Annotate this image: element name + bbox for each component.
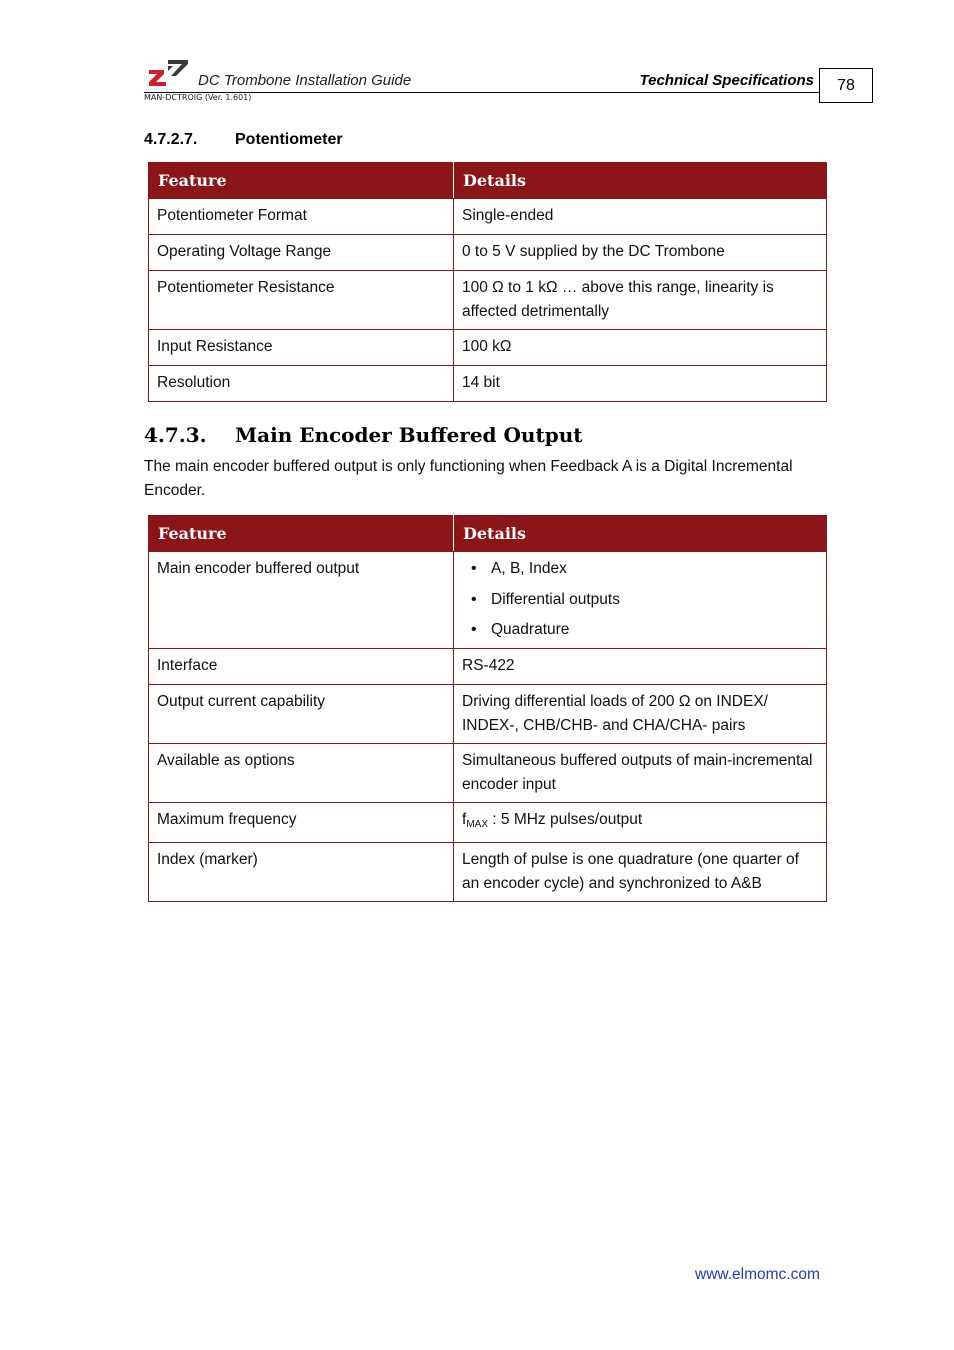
bullet-list (462, 554, 818, 646)
table-row (149, 648, 827, 684)
feature-cell: Resolution (149, 366, 454, 402)
intro-paragraph: The main encoder buffered output is only functioning when Feedback A is a Digital Incremental Encoder. (144, 458, 793, 499)
feature-cell: Operating Voltage Range (149, 235, 454, 271)
section-number: 4.7.3. (144, 423, 207, 447)
document-version: MAN-DCTROIG (Ver. 1.601) (144, 93, 252, 102)
table-row (149, 743, 827, 802)
company-logo (146, 58, 190, 88)
section-heading-potentiometer (144, 131, 343, 149)
details-cell (454, 802, 827, 842)
page-number: 78 (819, 68, 873, 103)
details-cell: Single-ended (454, 199, 827, 235)
table-row (149, 235, 827, 271)
details-cell: Length of pulse is one quadrature (one quarter of an encoder cycle) and synchronized to A&B (454, 842, 827, 901)
details-cell: 0 to 5 V supplied by the DC Trombone (454, 235, 827, 271)
column-header-details: Details (454, 163, 827, 199)
table-row (149, 552, 827, 649)
column-header-details: Details (454, 516, 827, 552)
feature-cell: Output current capability (149, 684, 454, 743)
list-item: • Differential outputs (462, 585, 818, 616)
feature-cell: Potentiometer Resistance (149, 271, 454, 330)
feature-cell: Available as options (149, 743, 454, 802)
details-cell: 100 Ω to 1 kΩ … above this range, linearity is affected detrimentally (454, 271, 827, 330)
section-title: Main Encoder Buffered Output (235, 423, 583, 447)
section-number: 4.7.2.7. (144, 131, 198, 148)
table-header-row (149, 516, 827, 552)
chapter-title: Technical Specifications (639, 72, 814, 89)
column-header-feature: Feature (149, 163, 454, 199)
details-cell: 100 kΩ (454, 330, 827, 366)
table-row (149, 330, 827, 366)
list-item: • A, B, Index (462, 554, 818, 585)
table-row (149, 842, 827, 901)
table-row (149, 366, 827, 402)
frequency-value: : 5 MHz pulses/output (487, 810, 643, 828)
details-cell: RS-422 (454, 648, 827, 684)
column-header-feature: Feature (149, 516, 454, 552)
feature-cell: Potentiometer Format (149, 199, 454, 235)
feature-cell: Index (marker) (149, 842, 454, 901)
frequency-symbol: f (462, 810, 467, 828)
document-title: DC Trombone Installation Guide (198, 72, 412, 89)
details-cell: Simultaneous buffered outputs of main-incremental encoder input (454, 743, 827, 802)
frequency-subscript: MAX (466, 818, 488, 830)
details-cell (454, 552, 827, 649)
section-title: Potentiometer (235, 131, 343, 148)
table-header-row (149, 163, 827, 199)
feature-cell: Main encoder buffered output (149, 552, 454, 649)
encoder-output-table (148, 515, 827, 902)
table-row (149, 271, 827, 330)
website-link[interactable]: www.elmomc.com (695, 1266, 820, 1283)
table-row (149, 802, 827, 842)
list-item: • Quadrature (462, 615, 818, 646)
feature-cell: Input Resistance (149, 330, 454, 366)
table-row (149, 684, 827, 743)
feature-cell: Maximum frequency (149, 802, 454, 842)
section-heading-encoder-output (144, 423, 582, 447)
potentiometer-table (148, 162, 827, 402)
feature-cell: Interface (149, 648, 454, 684)
table-row (149, 199, 827, 235)
details-cell: Driving differential loads of 200 Ω on INDEX/ INDEX-, CHB/CHB- and CHA/CHA- pairs (454, 684, 827, 743)
details-cell: 14 bit (454, 366, 827, 402)
